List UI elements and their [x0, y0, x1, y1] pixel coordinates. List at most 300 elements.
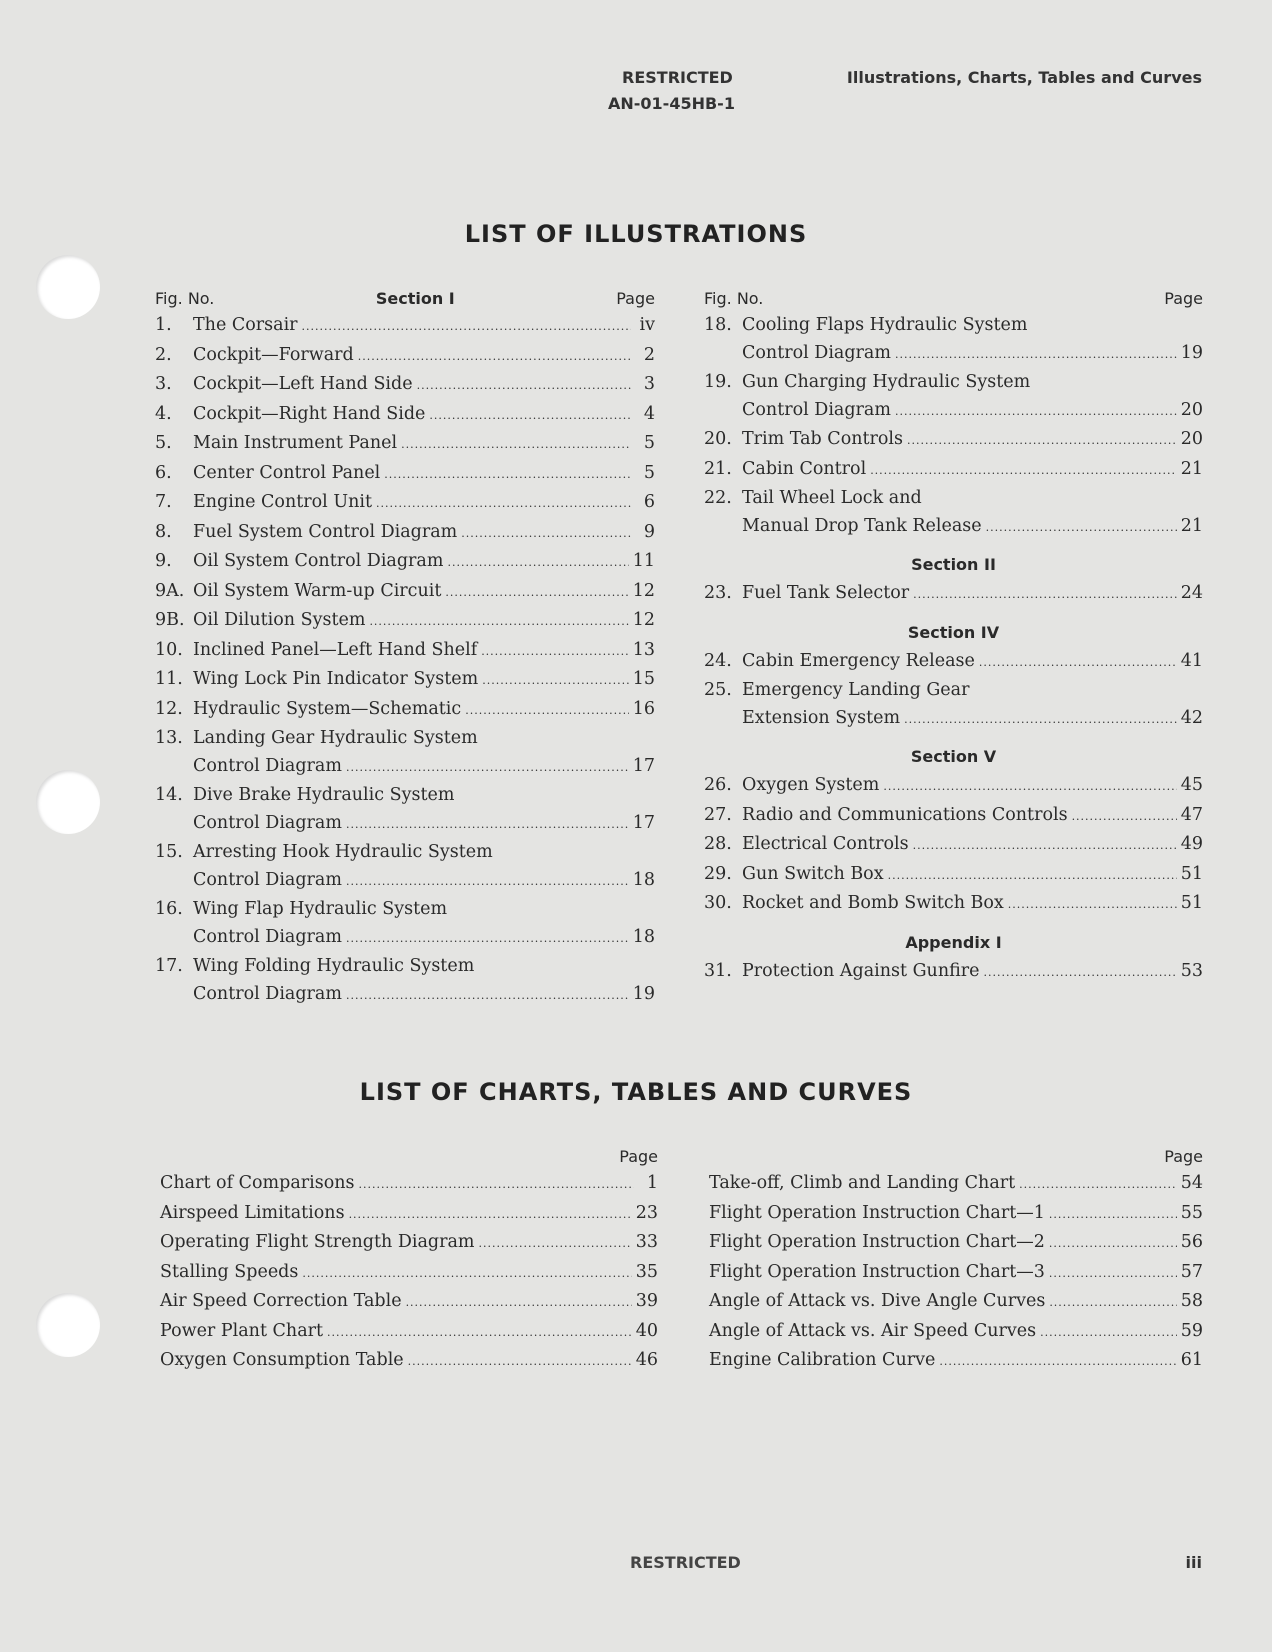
entry-line — [160, 1347, 658, 1376]
figure-number: 13. — [155, 728, 183, 748]
page-ref: 17 — [632, 812, 655, 833]
entry-text — [742, 831, 1203, 860]
dot-leader — [417, 372, 631, 400]
entry-text — [742, 802, 1203, 831]
page-ref: 49 — [1180, 834, 1203, 854]
page-ref: 19 — [632, 983, 655, 1004]
entry-title: Wing Flap Hydraulic System — [193, 899, 448, 919]
list-entry — [709, 1170, 1203, 1199]
dot-leader — [1019, 1171, 1177, 1199]
page-ref: 23 — [635, 1202, 658, 1223]
entry-line — [742, 426, 1203, 455]
figure-number: 20. — [704, 429, 732, 449]
entry-line — [742, 831, 1203, 860]
page-ref: 42 — [1180, 707, 1203, 728]
entry-line — [742, 861, 1203, 890]
list-entry — [160, 1200, 658, 1229]
entry-title: Fuel Tank Selector — [742, 583, 910, 603]
entry-line — [193, 753, 655, 782]
page-ref: 18 — [632, 869, 655, 890]
list-entry — [155, 430, 655, 459]
dot-leader — [408, 1348, 632, 1376]
list-entry — [704, 648, 1203, 677]
list-entry — [160, 1259, 658, 1288]
entry-title: Cabin Emergency Release — [742, 650, 975, 671]
entry-title: Radio and Communications Controls — [742, 804, 1068, 825]
entry-line — [742, 369, 1203, 397]
entry-title: Stalling Speeds — [160, 1261, 299, 1282]
dot-leader — [481, 638, 629, 666]
page-ref: 4 — [643, 403, 655, 424]
figure-number: 21. — [704, 458, 732, 479]
page-ref: 59 — [1180, 1320, 1203, 1341]
figure-number: 31. — [704, 960, 732, 981]
dot-leader — [1049, 1260, 1177, 1288]
list-entry — [704, 456, 1203, 485]
entry-line — [709, 1200, 1203, 1229]
entry-text — [193, 696, 655, 725]
dot-leader — [349, 1201, 632, 1229]
dot-leader — [346, 811, 629, 839]
list-entry — [155, 489, 655, 518]
list-entry — [704, 831, 1203, 860]
illustrations-title: LIST OF ILLUSTRATIONS — [464, 220, 808, 248]
section-heading: Section V — [910, 747, 997, 766]
entry-title: Oil System Warm-up Circuit — [193, 580, 442, 601]
entry-line — [193, 839, 655, 867]
page-ref: 53 — [1180, 960, 1203, 981]
page-ref: 3 — [643, 374, 655, 394]
entry-title: Gun Switch Box — [742, 863, 884, 884]
entry-title: Chart of Comparisons — [160, 1173, 355, 1193]
entry-title: Center Control Panel — [193, 462, 381, 483]
entry-title: Rocket and Bomb Switch Box — [742, 893, 1004, 913]
figure-number: 12. — [155, 698, 183, 719]
entry-line — [742, 513, 1203, 542]
list-entry — [704, 772, 1203, 801]
list-entry — [704, 677, 1203, 733]
entry-line — [742, 397, 1203, 426]
page-ref: 18 — [632, 926, 655, 947]
page-ref: 20 — [1180, 429, 1203, 449]
entry-title: Electrical Controls — [742, 834, 909, 854]
page-ref: 55 — [1180, 1202, 1203, 1223]
entry-line — [742, 958, 1203, 987]
page-ref: 5 — [643, 462, 655, 483]
entry-text — [160, 1318, 658, 1347]
figure-number: 24. — [704, 650, 732, 671]
dot-leader — [429, 402, 631, 430]
figure-number: 16. — [155, 899, 183, 919]
entry-line — [193, 401, 655, 430]
entry-text — [709, 1318, 1203, 1347]
entry-title: Extension System — [742, 707, 901, 728]
page-ref: 20 — [1180, 399, 1203, 420]
entry-text — [193, 607, 655, 636]
entry-line — [193, 896, 655, 924]
header-section-title: Illustrations, Charts, Tables and Curves — [846, 68, 1202, 87]
list-entry — [704, 580, 1203, 609]
entry-text — [742, 648, 1203, 677]
entry-text — [193, 519, 655, 548]
dot-leader — [359, 1171, 634, 1199]
figure-number: 22. — [704, 488, 732, 508]
entry-title: Cockpit—Right Hand Side — [193, 403, 426, 424]
dot-leader — [888, 862, 1177, 890]
entry-title: Tail Wheel Lock and — [742, 488, 922, 508]
entry-title: Hydraulic System—Schematic — [193, 698, 462, 719]
entry-line — [193, 867, 655, 896]
dot-leader — [1049, 1230, 1177, 1258]
figure-number: 1. — [155, 315, 172, 335]
entry-title: Control Diagram — [193, 926, 342, 947]
page-ref: 35 — [635, 1261, 658, 1282]
entry-text — [742, 890, 1203, 919]
entry-text — [160, 1229, 658, 1258]
figure-number: 14. — [155, 785, 183, 805]
entry-text — [742, 369, 1203, 425]
entry-title: Flight Operation Instruction Chart—2 — [709, 1232, 1045, 1252]
entry-text — [193, 312, 655, 341]
dot-leader — [1008, 891, 1177, 919]
list-entry — [160, 1170, 658, 1199]
entry-title: The Corsair — [193, 315, 298, 335]
dot-leader — [904, 706, 1177, 734]
entry-title: Trim Tab Controls — [742, 429, 904, 449]
entry-line — [709, 1259, 1203, 1288]
dot-leader — [870, 457, 1177, 485]
page-ref: 16 — [632, 698, 655, 719]
entry-text — [742, 861, 1203, 890]
entry-line — [193, 578, 655, 607]
entry-title: Airspeed Limitations — [160, 1202, 345, 1223]
entry-line — [160, 1318, 658, 1347]
entry-line — [193, 696, 655, 725]
page-ref: 21 — [1180, 515, 1203, 536]
header-restricted: RESTRICTED — [622, 68, 733, 87]
figure-number: 19. — [704, 372, 732, 392]
figure-number: 2. — [155, 344, 172, 365]
entry-text — [160, 1347, 658, 1376]
page-ref: 51 — [1180, 863, 1203, 884]
figure-number: 5. — [155, 433, 172, 453]
entry-text — [160, 1259, 658, 1288]
entry-title: Oxygen Consumption Table — [160, 1350, 404, 1370]
entry-line — [742, 485, 1203, 513]
entry-title: Cooling Flaps Hydraulic System — [742, 315, 1028, 335]
list-entry — [155, 637, 655, 666]
dot-leader — [406, 1289, 632, 1317]
figure-number: 28. — [704, 834, 732, 854]
entry-line — [193, 342, 655, 371]
figure-number: 11. — [155, 669, 183, 689]
entry-title: Cockpit—Left Hand Side — [193, 374, 413, 394]
dot-leader — [1049, 1289, 1176, 1317]
entry-line — [709, 1229, 1203, 1258]
page-ref: 33 — [635, 1232, 658, 1252]
entry-line — [742, 312, 1203, 340]
dot-leader — [302, 313, 631, 341]
list-entry — [155, 607, 655, 636]
dot-leader — [346, 868, 629, 896]
list-entry — [709, 1259, 1203, 1288]
entry-title: Control Diagram — [742, 342, 891, 363]
charts-right-column — [709, 1136, 1203, 1376]
dot-leader — [346, 754, 629, 782]
list-entry — [704, 958, 1203, 987]
page-ref: iv — [639, 315, 655, 335]
list-entry — [704, 426, 1203, 455]
list-entry — [155, 896, 655, 952]
entry-text — [742, 958, 1203, 987]
dot-leader — [358, 343, 631, 371]
entry-line — [709, 1288, 1203, 1317]
figure-number: 9B. — [155, 610, 185, 630]
entry-line — [193, 430, 655, 459]
illustrations-left-column — [155, 278, 655, 1009]
entry-line — [193, 607, 655, 636]
figure-number: 25. — [704, 680, 732, 700]
list-entry — [709, 1229, 1203, 1258]
dot-leader — [445, 579, 628, 607]
entry-text — [193, 401, 655, 430]
dot-leader — [346, 925, 629, 953]
dot-leader — [482, 667, 629, 695]
entry-line — [742, 677, 1203, 705]
dot-leader — [461, 520, 631, 548]
entry-title: Fuel System Control Diagram — [193, 521, 458, 542]
entry-line — [742, 340, 1203, 369]
punch-hole — [36, 255, 100, 319]
illustrations-right-column — [704, 278, 1203, 986]
dot-leader — [986, 514, 1177, 542]
list-entry — [704, 485, 1203, 541]
entry-text — [709, 1200, 1203, 1229]
list-entry — [709, 1318, 1203, 1347]
dot-leader — [1049, 1201, 1177, 1229]
figure-number: 26. — [704, 775, 732, 795]
entry-line — [742, 772, 1203, 801]
figure-number: 30. — [704, 893, 732, 913]
page-ref: 40 — [635, 1320, 658, 1341]
entry-text — [709, 1170, 1203, 1199]
entry-line — [193, 981, 655, 1010]
entry-text — [193, 371, 655, 400]
entry-text — [742, 772, 1203, 801]
figure-number: 3. — [155, 374, 172, 394]
figure-number: 9. — [155, 551, 172, 571]
dot-leader — [447, 549, 628, 577]
dot-leader — [979, 649, 1177, 677]
list-entry — [160, 1229, 658, 1258]
list-entry — [155, 725, 655, 781]
figure-number: 4. — [155, 403, 172, 424]
page-ref: 58 — [1180, 1291, 1203, 1311]
entry-line — [160, 1200, 658, 1229]
entry-title: Oil System Control Diagram — [193, 551, 444, 571]
list-entry — [155, 666, 655, 695]
entry-title: Oil Dilution System — [193, 610, 366, 630]
entry-title: Gun Charging Hydraulic System — [742, 372, 1031, 392]
entry-text — [193, 782, 655, 838]
page-ref: 21 — [1180, 458, 1203, 479]
entry-line — [742, 648, 1203, 677]
list-entry — [704, 369, 1203, 425]
fig-no-label: Fig. No. — [704, 289, 764, 308]
charts-left-column — [160, 1136, 658, 1376]
entry-line — [742, 705, 1203, 734]
entry-text — [742, 426, 1203, 455]
list-entry — [704, 861, 1203, 890]
page-ref: 15 — [632, 669, 655, 689]
page-ref: 12 — [632, 610, 655, 630]
entry-text — [193, 548, 655, 577]
dot-leader — [346, 982, 629, 1010]
list-entry — [709, 1288, 1203, 1317]
section-heading: Appendix I — [905, 932, 1002, 952]
page-ref: 12 — [632, 580, 655, 601]
page-label: Page — [616, 289, 655, 308]
entry-text — [193, 666, 655, 695]
figure-number: 9A. — [155, 580, 185, 601]
entry-title: Engine Calibration Curve — [709, 1350, 936, 1370]
list-entry — [155, 401, 655, 430]
page-ref: 61 — [1180, 1350, 1203, 1370]
list-entry — [155, 371, 655, 400]
footer-restricted: RESTRICTED — [630, 1553, 741, 1572]
entry-title: Take-off, Climb and Landing Chart — [709, 1173, 1016, 1193]
dot-leader — [1072, 803, 1177, 831]
list-entry — [155, 578, 655, 607]
entry-text — [742, 677, 1203, 733]
list-entry — [155, 839, 655, 895]
entry-title: Control Diagram — [193, 755, 342, 776]
entry-line — [193, 810, 655, 839]
dot-leader — [883, 773, 1176, 801]
page-ref: 47 — [1180, 804, 1203, 825]
entry-text — [193, 489, 655, 518]
entry-text — [742, 312, 1203, 368]
figure-number: 17. — [155, 956, 183, 976]
dot-leader — [327, 1319, 632, 1347]
entry-line — [193, 637, 655, 666]
entry-line — [193, 782, 655, 810]
figure-number: 6. — [155, 462, 172, 483]
entry-title: Wing Folding Hydraulic System — [193, 956, 475, 976]
entry-line — [193, 371, 655, 400]
entry-title: Protection Against Gunfire — [742, 960, 980, 981]
page-ref: 39 — [635, 1291, 658, 1311]
entry-line — [742, 802, 1203, 831]
list-entry — [160, 1347, 658, 1376]
entry-title: Flight Operation Instruction Chart—1 — [709, 1202, 1045, 1223]
dot-leader — [907, 427, 1177, 455]
list-entry — [704, 890, 1203, 919]
list-entry — [155, 548, 655, 577]
entry-title: Angle of Attack vs. Dive Angle Curves — [709, 1291, 1046, 1311]
page-ref: 6 — [643, 492, 655, 512]
entry-title: Control Diagram — [193, 812, 342, 833]
figure-number: 18. — [704, 315, 732, 335]
entry-text — [742, 580, 1203, 609]
entry-text — [193, 637, 655, 666]
dot-leader — [1040, 1319, 1177, 1347]
figure-number: 8. — [155, 521, 172, 542]
page-ref: 5 — [643, 433, 655, 453]
dot-leader — [984, 959, 1177, 987]
entry-line — [742, 580, 1203, 609]
entry-title: Arresting Hook Hydraulic System — [193, 842, 493, 862]
entry-title: Manual Drop Tank Release — [742, 515, 982, 536]
page-ref: 56 — [1180, 1232, 1203, 1252]
entry-line — [193, 519, 655, 548]
figure-number: 10. — [155, 639, 183, 660]
list-entry — [709, 1347, 1203, 1376]
entry-line — [193, 489, 655, 518]
page-ref: 51 — [1180, 893, 1203, 913]
figure-number: 29. — [704, 863, 732, 884]
entry-text — [709, 1259, 1203, 1288]
dot-leader — [479, 1230, 632, 1258]
dot-leader — [939, 1348, 1176, 1376]
entry-line — [160, 1259, 658, 1288]
dot-leader — [913, 581, 1177, 609]
dot-leader — [465, 697, 629, 725]
page-ref: 45 — [1180, 775, 1203, 795]
entry-title: Engine Control Unit — [193, 492, 372, 512]
entry-text — [742, 485, 1203, 541]
entry-line — [193, 312, 655, 341]
entry-text — [193, 896, 655, 952]
entry-line — [709, 1170, 1203, 1199]
entry-line — [193, 666, 655, 695]
entry-title: Angle of Attack vs. Air Speed Curves — [709, 1320, 1037, 1341]
figure-number: 23. — [704, 583, 732, 603]
entry-text — [193, 725, 655, 781]
entry-line — [193, 725, 655, 753]
entry-text — [193, 342, 655, 371]
entry-text — [709, 1347, 1203, 1376]
entry-title: Control Diagram — [742, 399, 891, 420]
fig-no-label: Fig. No. — [155, 289, 215, 308]
entry-title: Oxygen System — [742, 775, 880, 795]
entry-text — [160, 1288, 658, 1317]
entry-line — [193, 953, 655, 981]
section-heading: Section IV — [907, 622, 1000, 642]
charts-title: LIST OF CHARTS, TABLES AND CURVES — [359, 1078, 913, 1106]
page-ref: 2 — [643, 344, 655, 365]
list-entry — [709, 1200, 1203, 1229]
section-heading: Section II — [911, 555, 996, 574]
entry-title: Cockpit—Forward — [193, 344, 354, 365]
entry-text — [193, 430, 655, 459]
page-label: Page — [619, 1147, 658, 1166]
entry-title: Cabin Control — [742, 458, 867, 479]
list-entry — [155, 953, 655, 1009]
entry-line — [160, 1170, 658, 1199]
dot-leader — [376, 490, 631, 518]
punch-hole — [36, 770, 100, 834]
entry-title: Flight Operation Instruction Chart—3 — [709, 1261, 1045, 1282]
page-ref: 13 — [632, 639, 655, 660]
list-entry — [155, 342, 655, 371]
page-ref: 1 — [646, 1173, 658, 1193]
header-doc-number: AN-01-45HB-1 — [608, 94, 735, 113]
entry-title: Landing Gear Hydraulic System — [193, 728, 478, 748]
entry-text — [742, 456, 1203, 485]
page-ref: 57 — [1180, 1261, 1203, 1282]
page-ref: 11 — [632, 551, 655, 571]
